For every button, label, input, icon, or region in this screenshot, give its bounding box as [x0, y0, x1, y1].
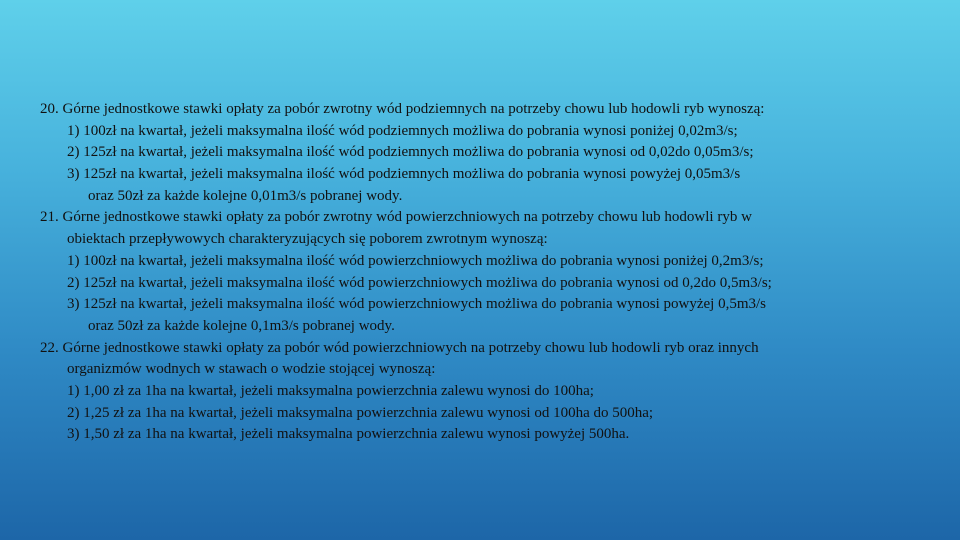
section-21-heading-continuation: obiektach przepływowych charakteryzujących się poborem zwrotnym wynoszą:: [67, 231, 548, 248]
section-20-item-2: 2) 125zł na kwartał, jeżeli maksymalna ilość wód podziemnych możliwa do pobrania wynosi od 0,02do 0,05m3/s;: [67, 144, 754, 161]
section-21-item-2: 2) 125zł na kwartał, jeżeli maksymalna ilość wód powierzchniowych możliwa do pobrania wynosi od 0,2do 0,5m3/s;: [67, 274, 772, 291]
section-20-item-3: 3) 125zł na kwartał, jeżeli maksymalna ilość wód podziemnych możliwa do pobrania wynosi powyżej 0,05m3/s: [67, 166, 741, 183]
section-22-heading-continuation: organizmów wodnych w stawach o wodzie stojącej wynoszą:: [67, 361, 436, 378]
section-20-item-1: 1) 100zł na kwartał, jeżeli maksymalna ilość wód podziemnych możliwa do pobrania wynosi poniżej 0,02m3/s;: [67, 122, 738, 139]
section-22-heading: 22. Górne jednostkowe stawki opłaty za pobór wód powierzchniowych na potrzeby chowu lub hodowli ryb oraz innych: [40, 339, 759, 356]
section-22-item-2: 2) 1,25 zł za 1ha na kwartał, jeżeli maksymalna powierzchnia zalewu wynosi od 100ha do 500ha;: [67, 404, 654, 421]
section-20-item-3-continuation: oraz 50zł za każde kolejne 0,01m3/s pobranej wody.: [88, 187, 403, 204]
section-20-heading: 20. Górne jednostkowe stawki opłaty za pobór zwrotny wód podziemnych na potrzeby chowu lub hodowli ryb wynoszą:: [40, 101, 765, 117]
section-22-item-1: 1) 1,00 zł za 1ha na kwartał, jeżeli maksymalna powierzchnia zalewu wynosi do 100ha;: [67, 382, 594, 399]
section-21-item-1: 1) 100zł na kwartał, jeżeli maksymalna ilość wód powierzchniowych możliwa do pobrania wynosi poniżej 0,2m3/s;: [67, 252, 764, 269]
section-22-item-3: 3) 1,50 zł za 1ha na kwartał, jeżeli maksymalna powierzchnia zalewu wynosi powyżej 500ha.: [67, 426, 630, 443]
section-21-item-3: 3) 125zł na kwartał, jeżeli maksymalna ilość wód powierzchniowych możliwa do pobrania wynosi powyżej 0,5m3/s: [67, 296, 766, 313]
section-21-item-3-continuation: oraz 50zł za każde kolejne 0,1m3/s pobranej wody.: [88, 317, 395, 334]
section-21-heading: 21. Górne jednostkowe stawki opłaty za pobór zwrotny wód powierzchniowych na potrzeby chowu lub hodowli ryb w: [40, 209, 752, 226]
slide-body-text: [40, 99, 930, 446]
